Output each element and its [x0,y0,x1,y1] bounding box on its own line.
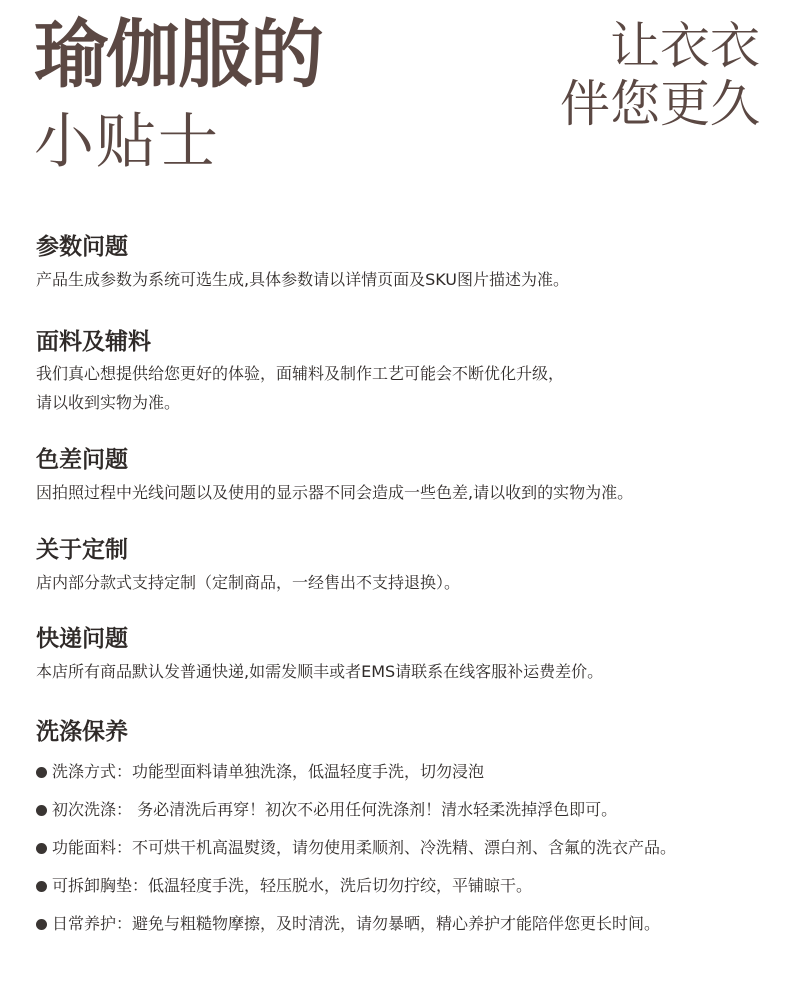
list-item-text: 洗涤方式：功能型面料请单独洗涤，低温轻度手洗，切勿浸泡 [52,762,485,781]
bullet-icon [36,919,47,930]
care-list [36,762,766,934]
section-heading: 面料及辅料 [36,329,151,355]
list-item [36,800,766,820]
bullet-icon [36,881,47,892]
list-item [36,876,766,896]
bullet-icon [36,805,47,816]
section-text: 请以收到实物为准。 [36,393,181,412]
section-text: 本店所有商品默认发普通快递,如需发顺丰或者EMS请联系在线客服补运费差价。 [36,662,604,681]
section-color-difference [36,449,766,507]
section-heading: 洗涤保养 [36,719,128,745]
section-heading: 色差问题 [36,447,128,473]
section-heading: 参数问题 [36,234,128,260]
list-item [36,838,766,858]
page-title: 瑜伽服的 [34,12,322,98]
slogan-line-1: 让衣衣 [610,17,760,75]
list-item-text: 功能面料：不可烘干机高温熨烫，请勿使用柔顺剂、冷洗精、漂白剂、含氟的洗衣产品。 [52,838,677,857]
list-item-text: 初次洗涤： 务必清洗后再穿！初次不必用任何洗涤剂！清水轻柔洗掉浮色即可。 [52,800,618,819]
section-text: 产品生成参数为系统可选生成,具体参数请以详情页面及SKU图片描述为准。 [36,270,570,289]
slogan-line-2: 伴您更久 [560,74,760,133]
bullet-icon [36,767,47,778]
page-subtitle: 小贴士 [34,107,220,177]
section-customization [36,539,766,597]
section-heading: 关于定制 [36,537,128,563]
section-shipping [36,628,766,686]
section-care [36,721,766,952]
slogan [560,18,760,133]
section-fabric [36,331,766,417]
list-item [36,762,766,782]
section-heading: 快递问题 [36,626,128,652]
bullet-icon [36,843,47,854]
section-text: 因拍照过程中光线问题以及使用的显示器不同会造成一些色差,请以收到的实物为准。 [36,483,634,502]
section-parameters [36,236,766,294]
list-item [36,914,766,934]
list-item-text: 可拆卸胸垫：低温轻度手洗，轻压脱水，洗后切勿拧绞，平铺晾干。 [52,876,533,895]
section-text: 我们真心想提供给您更好的体验，面辅料及制作工艺可能会不断优化升级， [36,364,565,383]
section-text: 店内部分款式支持定制（定制商品，一经售出不支持退换）。 [36,573,461,592]
list-item-text: 日常养护：避免与粗糙物摩擦，及时清洗，请勿暴晒，精心养护才能陪伴您更长时间。 [52,914,661,933]
